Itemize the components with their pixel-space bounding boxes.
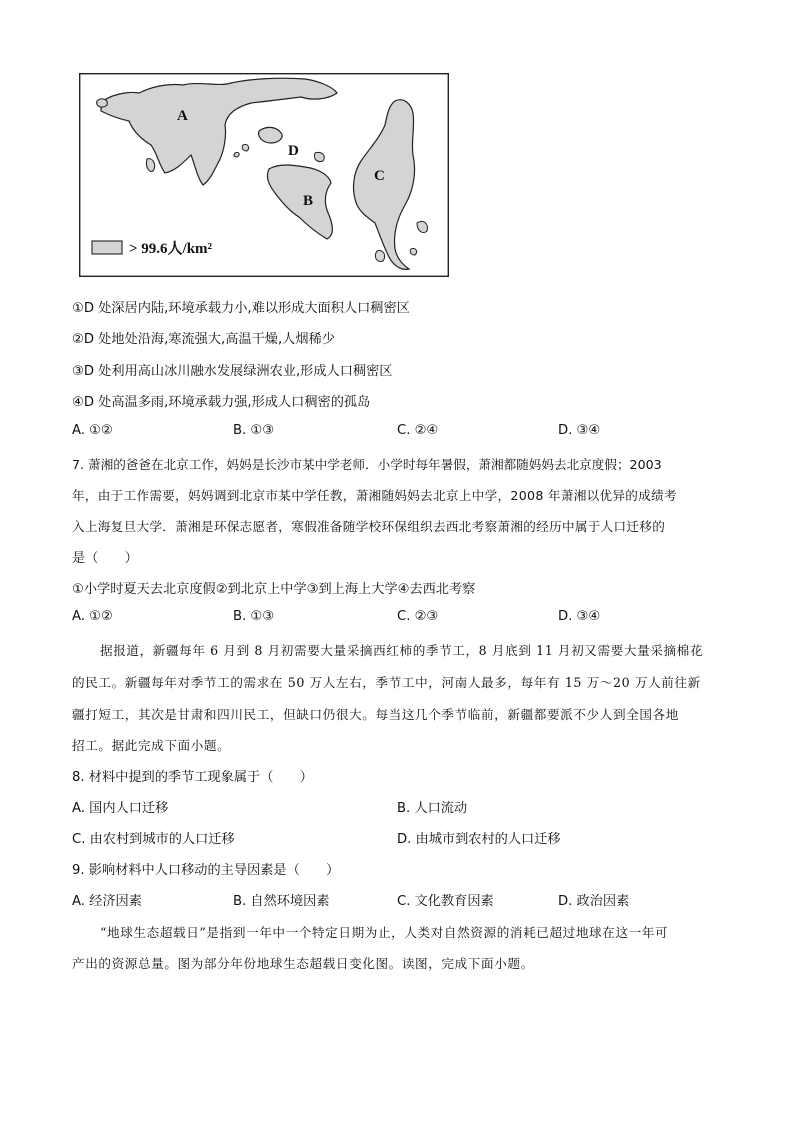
q7-stem-line-4: 是（ ） bbox=[72, 551, 138, 566]
q7-statement: ①小学时夏天去北京度假②到北京上中学③到上海上大学④去西北考察 bbox=[72, 582, 476, 597]
q6-option-d[interactable]: D. ③④ bbox=[558, 423, 601, 438]
map-label-c: C bbox=[374, 168, 385, 184]
legend-label: > 99.6人/km² bbox=[129, 241, 213, 257]
q9-option-b[interactable]: B. 自然环境因素 bbox=[233, 894, 330, 909]
region-c-islet bbox=[410, 248, 416, 255]
q6-statement-1: ①D 处深居内陆,环境承载力小,难以形成大面积人口稠密区 bbox=[72, 301, 410, 316]
material-1-line-1: 据报道，新疆每年 6 月到 8 月初需要大量采摘西红柿的季节工，8 月底到 11 月初又需要大量采摘棉花 bbox=[100, 643, 704, 658]
map-label-b: B bbox=[303, 193, 314, 209]
region-d-islet-1 bbox=[242, 144, 248, 151]
q6-statement-4: ④D 处高温多雨,环境承载力强,形成人口稠密的孤岛 bbox=[72, 395, 371, 410]
q8-stem: 8. 材料中提到的季节工现象属于（ ） bbox=[72, 770, 313, 785]
material-1-line-3: 疆打短工，其次是甘肃和四川民工，但缺口仍很大。每当这几个季节临前，新疆都要派不少人到全国各地 bbox=[72, 707, 679, 722]
material-2-line-1: “地球生态超载日”是指到一年中一个特定日期为止，人类对自然资源的消耗已超过地球在这一年可 bbox=[100, 925, 669, 940]
q6-statement-2: ②D 处地处沿海,寒流强大,高温干燥,人烟稀少 bbox=[72, 332, 335, 347]
population-density-map bbox=[79, 73, 449, 277]
q7-stem-line-1: 7. 萧湘的爸爸在北京工作，妈妈是长沙市某中学老师．小学时每年暑假，萧湘都随妈妈去北京度假；2003 bbox=[72, 457, 662, 472]
q9-option-c[interactable]: C. 文化教育因素 bbox=[397, 894, 494, 909]
q7-option-c[interactable]: C. ②③ bbox=[397, 609, 439, 624]
region-d-islet-2 bbox=[234, 152, 239, 157]
q7-stem-line-2: 年，由于工作需要，妈妈调到北京市某中学任教，萧湘随妈妈去北京上中学，2008 年萧湘以优异的成绩考 bbox=[72, 488, 677, 503]
material-1-line-4: 招工。据此完成下面小题。 bbox=[72, 738, 231, 753]
legend-swatch bbox=[92, 241, 122, 254]
q8-option-d[interactable]: D. 由城市到农村的人口迁移 bbox=[397, 832, 561, 847]
material-1-line-2: 的民工。新疆每年对季节工的需求在 50 万人左右，季节工中，河南人最多，每年有 15 万～20 万人前往新 bbox=[72, 675, 701, 690]
region-a-island-1 bbox=[97, 99, 108, 107]
q9-option-a[interactable]: A. 经济因素 bbox=[72, 894, 142, 909]
region-a-island-2 bbox=[146, 159, 154, 172]
q7-option-d[interactable]: D. ③④ bbox=[558, 609, 601, 624]
q6-option-c[interactable]: C. ②④ bbox=[397, 423, 439, 438]
q6-option-a[interactable]: A. ①② bbox=[72, 423, 113, 438]
q6-statement-3: ③D 处利用高山冰川融水发展绿洲农业,形成人口稠密区 bbox=[72, 364, 393, 379]
region-d-shape bbox=[259, 127, 283, 143]
q6-option-b[interactable]: B. ①③ bbox=[233, 423, 275, 438]
q9-stem: 9. 影响材料中人口移动的主导因素是（ ） bbox=[72, 863, 340, 878]
region-b-island bbox=[314, 152, 324, 161]
q7-option-b[interactable]: B. ①③ bbox=[233, 609, 275, 624]
q7-stem-line-3: 入上海复旦大学．萧湘是环保志愿者，寒假准备随学校环保组织去西北考察萧湘的经历中属于人口迁移的 bbox=[72, 519, 666, 534]
q9-option-d[interactable]: D. 政治因素 bbox=[558, 894, 630, 909]
map-label-a: A bbox=[177, 108, 188, 124]
q8-option-b[interactable]: B. 人口流动 bbox=[397, 801, 468, 816]
material-2-line-2: 产出的资源总量。图为部分年份地球生态超载日变化图。读图，完成下面小题。 bbox=[72, 956, 534, 971]
region-c-isle-2 bbox=[375, 251, 384, 262]
map-label-d: D bbox=[288, 143, 299, 159]
q8-option-a[interactable]: A. 国内人口迁移 bbox=[72, 801, 169, 816]
q7-option-a[interactable]: A. ①② bbox=[72, 609, 113, 624]
q8-option-c[interactable]: C. 由农村到城市的人口迁移 bbox=[72, 832, 235, 847]
